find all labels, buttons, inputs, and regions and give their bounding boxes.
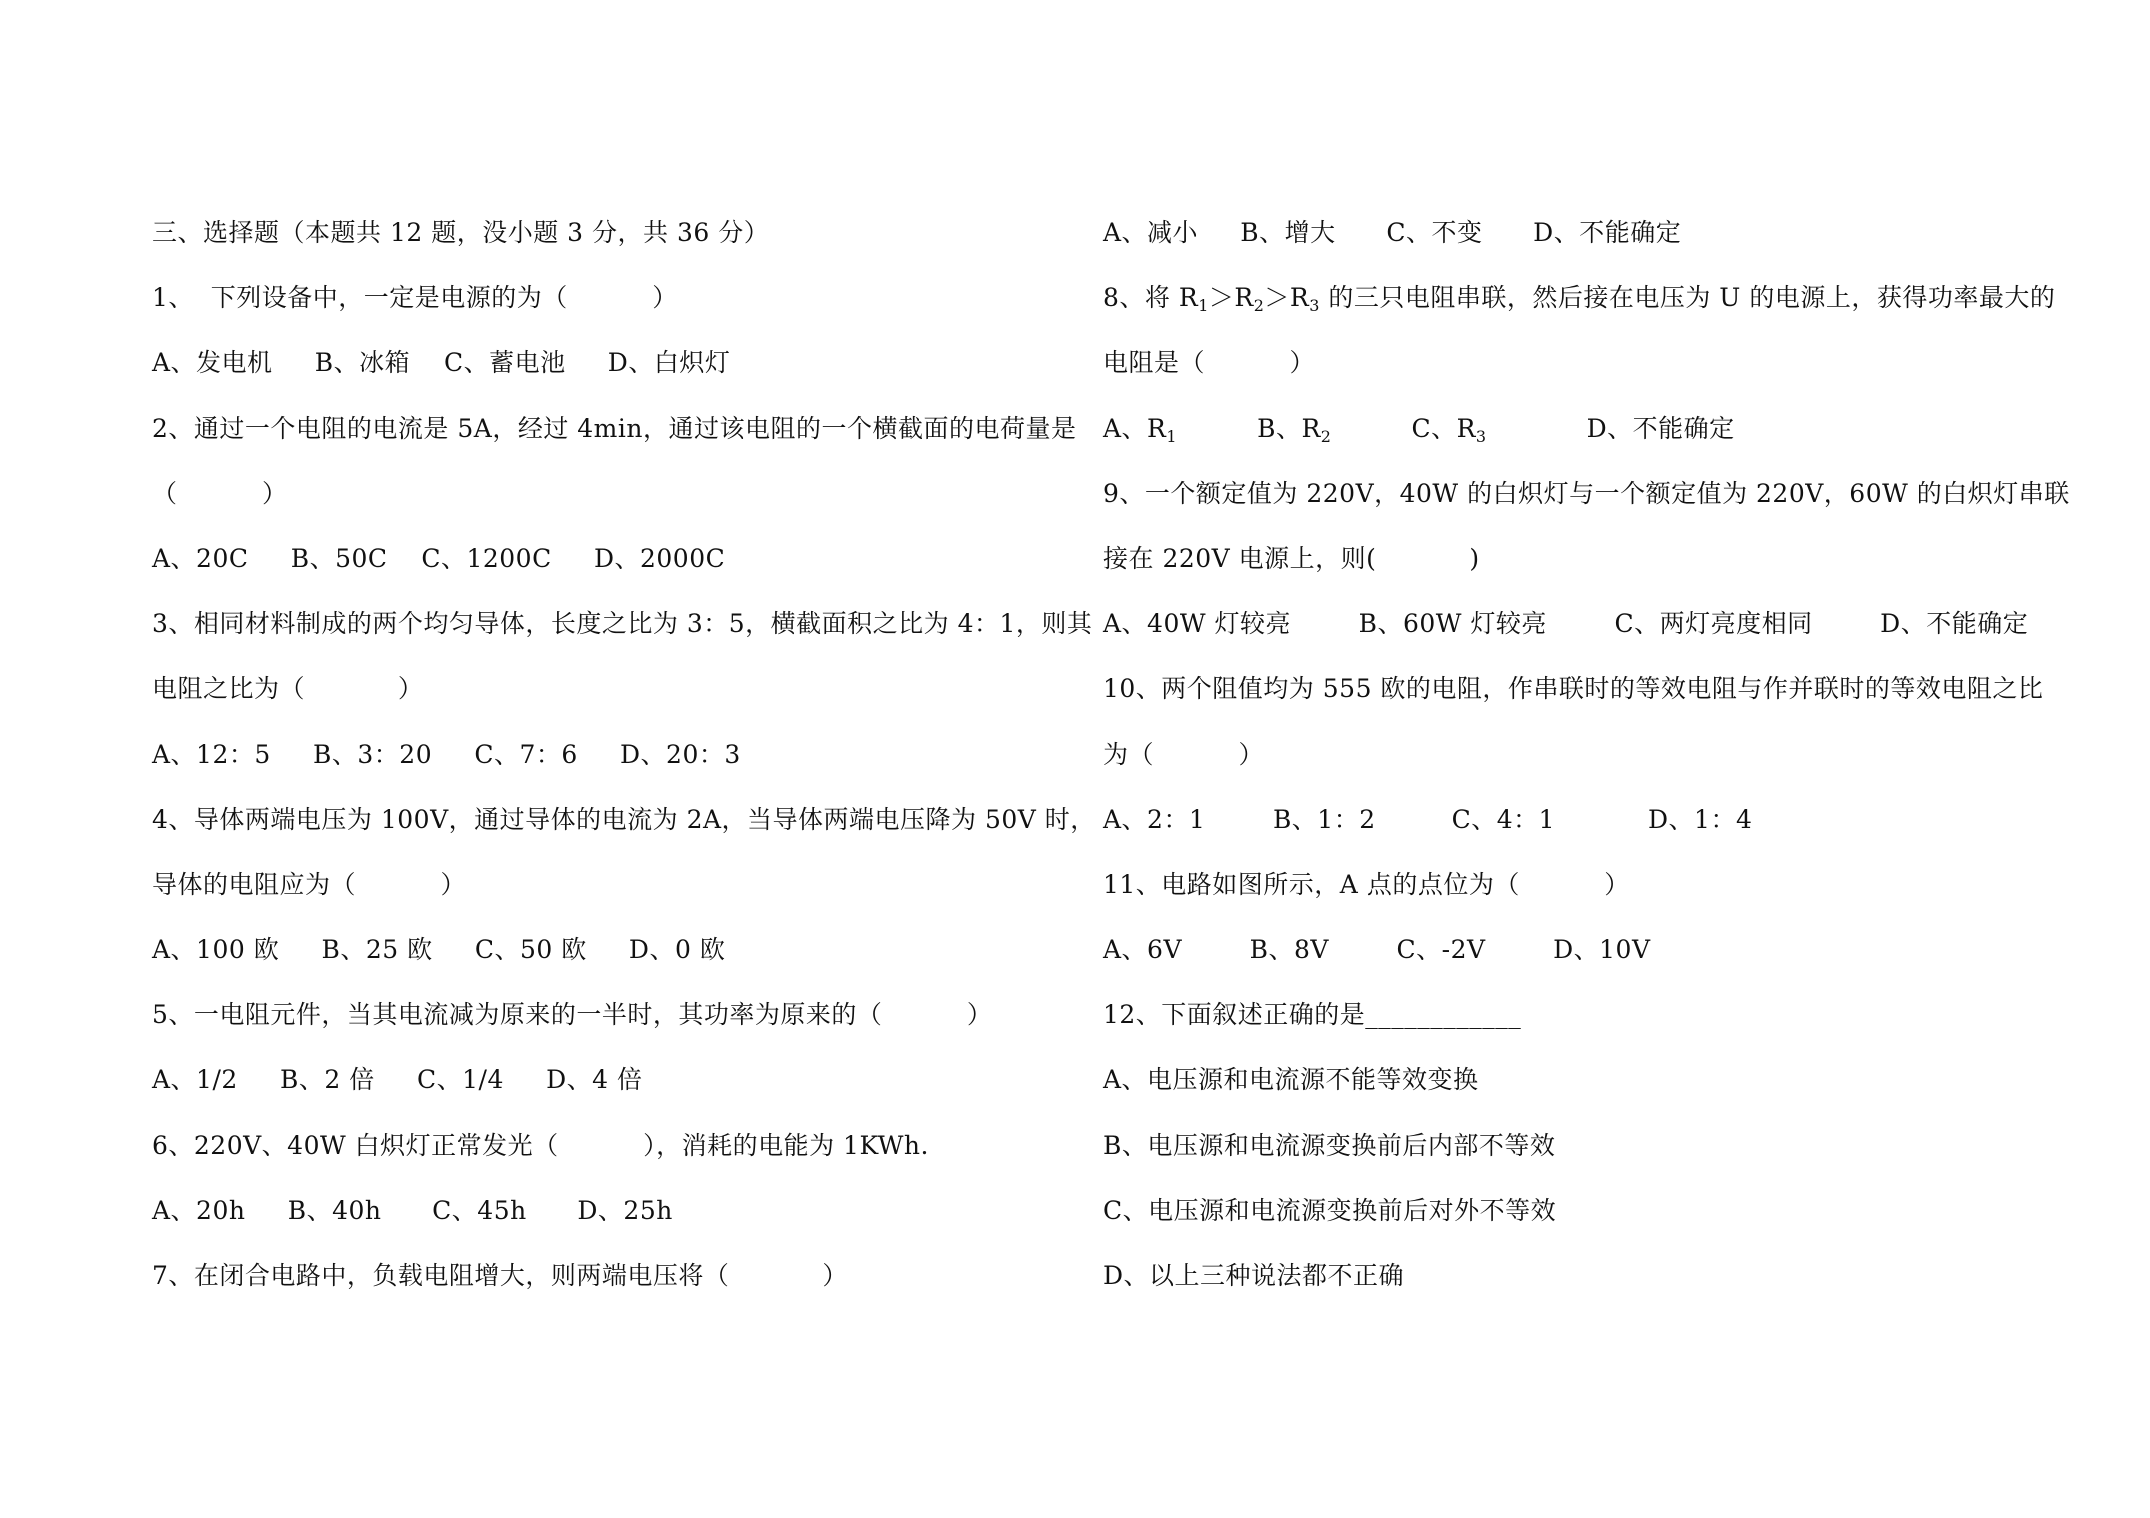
question-10-options: A、2：1 B、1：2 C、4：1 D、1：4 xyxy=(1103,804,1753,834)
question-2-blank: （ ） xyxy=(152,478,288,508)
question-8-continued: 电阻是（ ） xyxy=(1103,348,1315,378)
q8-option-b: B、R xyxy=(1257,413,1321,443)
question-9: 9、一个额定值为 220V，40W 的白炽灯与一个额定值为 220V，60W 的白炽灯串联 xyxy=(1103,478,2070,508)
question-1-options: A、发电机 B、冰箱 C、蓄电池 D、白炽灯 xyxy=(152,348,731,378)
q8-mid-2: ＞R xyxy=(1264,283,1310,313)
q8-option-d: D、不能确定 xyxy=(1586,413,1735,443)
question-7-options: A、减小 B、增大 C、不变 D、不能确定 xyxy=(1103,218,1682,247)
question-2-options: A、20C B、50C C、1200C D、2000C xyxy=(152,543,726,573)
question-1: 1、 下列设备中，一定是电源的为（ ） xyxy=(152,283,678,313)
q8-sub-3: 3 xyxy=(1309,296,1320,316)
question-4-options: A、100 欧 B、25 欧 C、50 欧 D、0 欧 xyxy=(152,935,726,965)
question-10-continued: 为（ ） xyxy=(1103,739,1264,769)
q8-option-a: A、R xyxy=(1103,413,1167,443)
q8-mid-1: ＞R xyxy=(1208,283,1254,313)
question-12-option-d: D、以上三种说法都不正确 xyxy=(1103,1261,1405,1290)
q8-option-c-sub: 3 xyxy=(1475,426,1487,446)
section-heading: 三、选择题（本题共 12 题，没小题 3 分，共 36 分） xyxy=(152,218,770,247)
q8-option-c: C、R xyxy=(1411,413,1476,443)
question-5-options: A、1/2 B、2 倍 C、1/4 D、4 倍 xyxy=(152,1065,643,1095)
question-8-options xyxy=(1103,396,2023,461)
question-11-options: A、6V B、8V C、-2V D、10V xyxy=(1103,935,1651,965)
question-12-option-b: B、电压源和电流源变换前后内部不等效 xyxy=(1103,1130,1556,1160)
question-4: 4、导体两端电压为 100V，通过导体的电流为 2A，当导体两端电压降为 50V 时， xyxy=(152,804,1096,834)
q8-option-b-sub: 2 xyxy=(1320,426,1332,446)
question-7: 7、在闭合电路中，负载电阻增大，则两端电压将（ ） xyxy=(152,1261,848,1290)
question-6-options: A、20h B、40h C、45h D、25h xyxy=(152,1195,673,1225)
question-2: 2、通过一个电阻的电流是 5A，经过 4min，通过该电阻的一个横截面的电荷量是 xyxy=(152,413,1077,443)
question-12: 12、下面叙述正确的是____________ xyxy=(1103,1000,1522,1030)
q8-option-a-sub: 1 xyxy=(1166,426,1178,446)
q8-suffix: 的三只电阻串联，然后接在电压为 U 的电源上，获得功率最大的 xyxy=(1319,283,2056,313)
q8-sub-1: 1 xyxy=(1198,296,1209,316)
question-12-option-a: A、电压源和电流源不能等效变换 xyxy=(1103,1065,1479,1095)
left-column xyxy=(152,200,1096,1308)
question-9-continued: 接在 220V 电源上，则( ) xyxy=(1103,543,1480,573)
question-11: 11、电路如图所示，A 点的点位为（ ） xyxy=(1103,869,1630,899)
question-12-option-c: C、电压源和电流源变换前后对外不等效 xyxy=(1103,1195,1557,1225)
q8-prefix: 8、将 R xyxy=(1103,283,1199,313)
q8-sub-2: 2 xyxy=(1253,296,1265,316)
question-5: 5、一电阻元件，当其电流减为原来的一半时，其功率为原来的（ ） xyxy=(152,1000,993,1030)
question-6: 6、220V、40W 白炽灯正常发光（ ），消耗的电能为 1KWh. xyxy=(152,1130,929,1160)
question-3-options: A、12：5 B、3：20 C、7：6 D、20：3 xyxy=(152,739,741,769)
question-4-continued: 导体的电阻应为（ ） xyxy=(152,869,466,899)
question-10: 10、两个阻值均为 555 欧的电阻，作串联时的等效电阻与作并联时的等效电阻之比 xyxy=(1103,674,2044,704)
question-3: 3、相同材料制成的两个均匀导体，长度之比为 3：5，横截面积之比为 4：1，则其 xyxy=(152,609,1093,639)
question-3-continued: 电阻之比为（ ） xyxy=(152,674,424,704)
question-9-options: A、40W 灯较亮 B、60W 灯较亮 C、两灯亮度相同 D、不能确定 xyxy=(1103,609,2029,639)
right-column xyxy=(1103,200,2070,1308)
question-8 xyxy=(1103,265,2056,330)
